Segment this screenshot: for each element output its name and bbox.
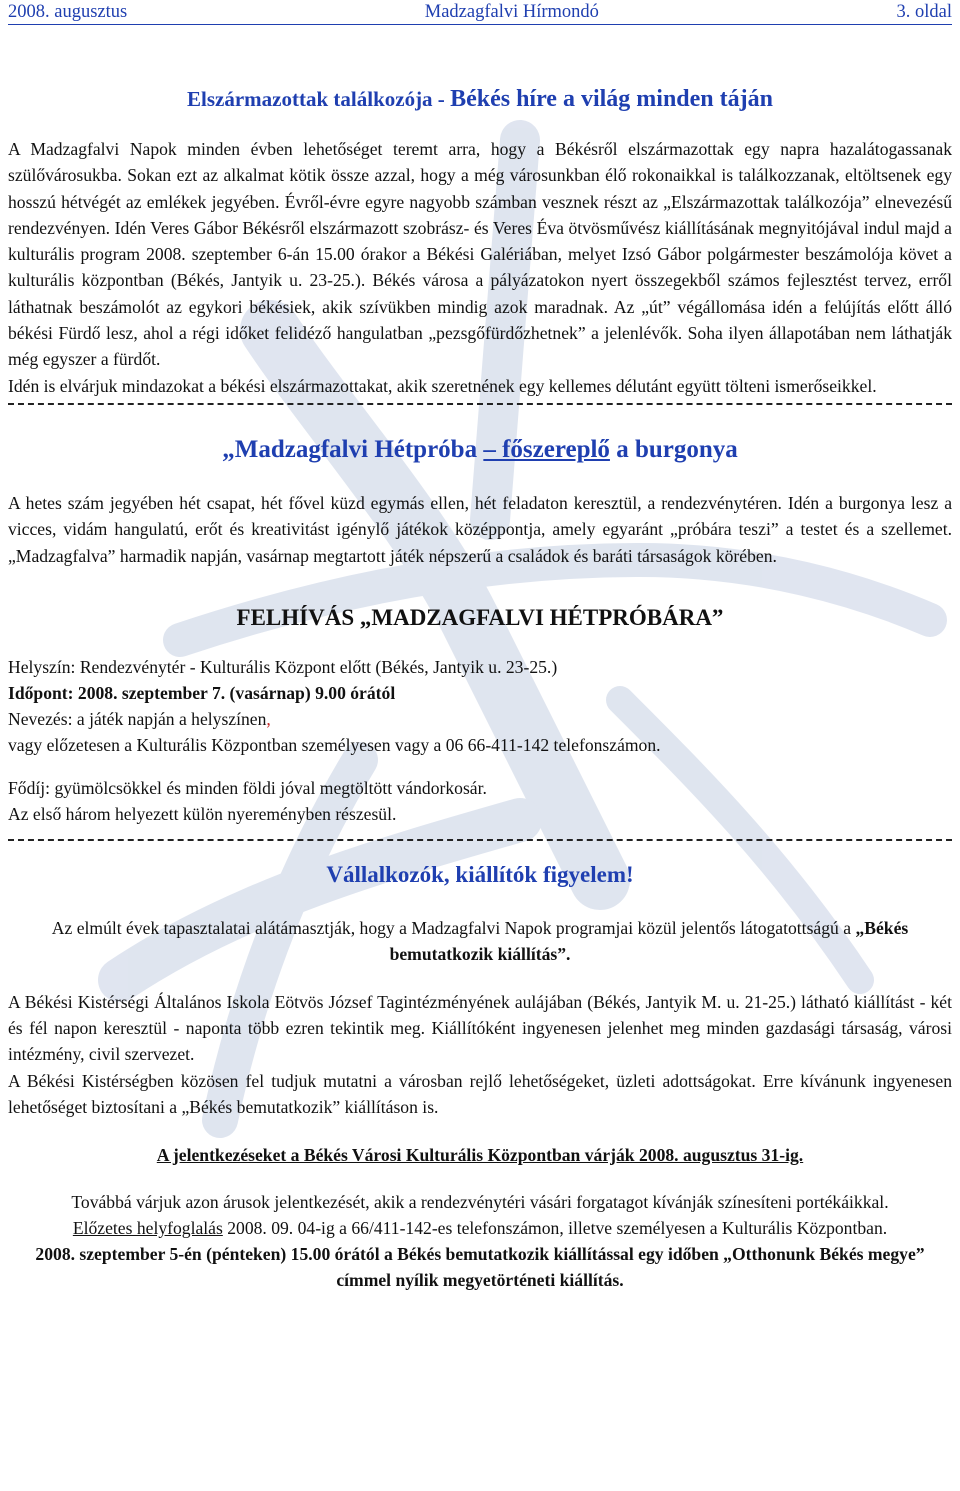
spacer bbox=[8, 758, 952, 775]
application-deadline: A jelentkezéseket a Békés Városi Kulturális Központban várják 2008. augusztus 31-ig. bbox=[156, 1145, 804, 1166]
publication-name: Madzagfalvi Hírmondó bbox=[424, 2, 599, 22]
article2-title bbox=[8, 433, 952, 467]
article3-paragraph-4: Továbbá várjuk azon árusok jelentkezését, akik a rendezvénytéri vásári forgatagot kívánják színesíteni portékáikkal. bbox=[71, 1191, 889, 1212]
venue-line: Helyszín: Rendezvénytér - Kulturális Központ előtt (Békés, Jantyik u. 23-25.) bbox=[8, 656, 558, 677]
issue-date: 2008. augusztus bbox=[8, 2, 128, 22]
article1-paragraph-1: A Madzagfalvi Napok minden évben lehetőséget teremt arra, hogy a Békésről elszármazottak egy napra hazalátogassanak szülővárosukba. Sokan ezt az alkalmat kötik össze azzal, hogy a még városunkban élő rokonaikkal is találkozzanak, eltöltsenek egy hosszú hétvégét az emlékek jegyében. Évről-évre egyre nagyobb számban vesznek részt az „Elszármazottak találkozója” elnevezésű rendezvényen. Idén Veres Gábor Békésről elszármazott szobrász- és Veres Éva ötvösművész kiállításának megnyitójával indul majd a kulturális program 2008. szeptember 6-án 15.00 órakor a Békési Galériában, melyet Izsó Gábor polgármester beszámolója követ a kulturális központban (Békés, Jantyik u. 23-25.). Békés városa a pályázatokon nyert összegekből számos fejlesztést tervez, erről láthatnak beszámolót az egykori békésiek, akik szívükben mindig azok maradnak. Az „út” végállomása idén a felújítás előtt álló békési Fürdő lesz, ahol a régi időket felidéző hangulatban „pezsgőfürdőzhetnek” a jelenlévők. Soha ilyen állapotában nem láthatják még egyszer a fürdőt. bbox=[8, 139, 952, 370]
article2-p1-c: , hét feladaton keresztül, a rendezvénytéren. Idén a burgonya lesz a vicces, vidám hangulatú, erőt és kreativitást igénylő játékok középpontja, amely egyaránt „próbára teszi” a testet és a szellemet. „Madzagfalva” harmadik napján, vasárnap megtartott játék népszerű a családok és baráti társaságok körében. bbox=[8, 492, 953, 566]
time-line: Időpont: 2008. szeptember 7. (vasárnap) 9.00 órától bbox=[8, 682, 396, 703]
prize-line-2: Az első három helyezett külön nyereményben részesül. bbox=[8, 803, 397, 824]
article2-paragraph bbox=[8, 490, 952, 569]
section-divider-2 bbox=[8, 839, 952, 841]
article2-title-suffix: a burgonya bbox=[609, 435, 738, 463]
page-header bbox=[8, 0, 952, 25]
article1-title-small: Elszármazottak találkozója - bbox=[187, 87, 445, 111]
prize-line: Fődíj: gyümölcsökkel és minden földi jóval megtöltött vándorkosár. bbox=[8, 777, 487, 798]
article2-p1-b: , hét fővel küzd egymás ellen bbox=[250, 492, 465, 513]
article3-paragraph-6: 2008. szeptember 5-én (pénteken) 15.00 órától a Békés bemutatkozik kiállítással egy időben „Otthonunk Békés megye” címmel nyílik megyetörténeti kiállítás. bbox=[35, 1243, 925, 1290]
entry-comma: , bbox=[266, 708, 271, 729]
booking-label: Előzetes helyfoglalás bbox=[72, 1217, 223, 1238]
section-divider bbox=[8, 403, 952, 405]
page-number: 3. oldal bbox=[896, 2, 952, 22]
entry-line bbox=[8, 706, 952, 732]
article3-p1-text: Az elmúlt évek tapasztalatai alátámasztják, hogy a Madzagfalvi Napok programjai közül jelentős látogatottságú a bbox=[51, 917, 856, 938]
article3-title: Vállalkozók, kiállítók figyelem! bbox=[326, 861, 634, 887]
article1-title bbox=[8, 84, 952, 114]
booking-text: 2008. 09. 04-ig a 66/411-142-es telefonszámon, illetve személyesen a Kulturális Központban. bbox=[222, 1217, 888, 1238]
article1-paragraph-2: Idén is elvárjuk mindazokat a békési elszármazottakat, akik szeretnének egy kellemes délutánt együtt tölteni ismerőseikkel. bbox=[8, 375, 877, 396]
article2-title-prefix: „Madzagfalvi Hétpróba bbox=[222, 435, 484, 463]
article3-paragraph-2: A Békési Kistérségi Általános Iskola Eötvös József Tagintézményének aulájában (Békés, Jantyik M. u. 21-25.) látható kiállítást - két és fél napon keresztül - naponta több ezren tekintik meg. Kiállítóként ingyenesen jelenhet meg minden gazdasági társaság, városi intézmény, civil szervezet. bbox=[8, 991, 952, 1065]
article3-paragraph-1 bbox=[40, 915, 920, 967]
event-info bbox=[8, 654, 952, 827]
article3-p1-bold: „Békés bemutatkozik kiállítás”. bbox=[389, 917, 909, 964]
call-title: FELHÍVÁS „MADZAGFALVI HÉTPRÓBÁRA” bbox=[236, 604, 724, 630]
article1-title-big: Békés híre a világ minden táján bbox=[450, 86, 773, 112]
article3-paragraph-3: A Békési Kistérségben közösen fel tudjuk mutatni a városban rejlő lehetőségeket, üzleti adottságokat. Erre kívánunk ingyenesen lehetőséget biztosítani a „Békés bemutatkozik” kiállításon is. bbox=[8, 1070, 952, 1118]
article3-paragraph-5 bbox=[40, 1215, 920, 1241]
entry-text: Nevezés: a játék napján a helyszínen bbox=[8, 708, 267, 729]
article2-title-underlined: – főszereplő bbox=[483, 435, 610, 463]
article2-p1-a: A hetes szám jegyében hét csapat bbox=[8, 492, 251, 513]
entry-line-2: vagy előzetesen a Kulturális Központban személyesen vagy a 06 66-411-142 telefonszámon. bbox=[8, 734, 661, 755]
